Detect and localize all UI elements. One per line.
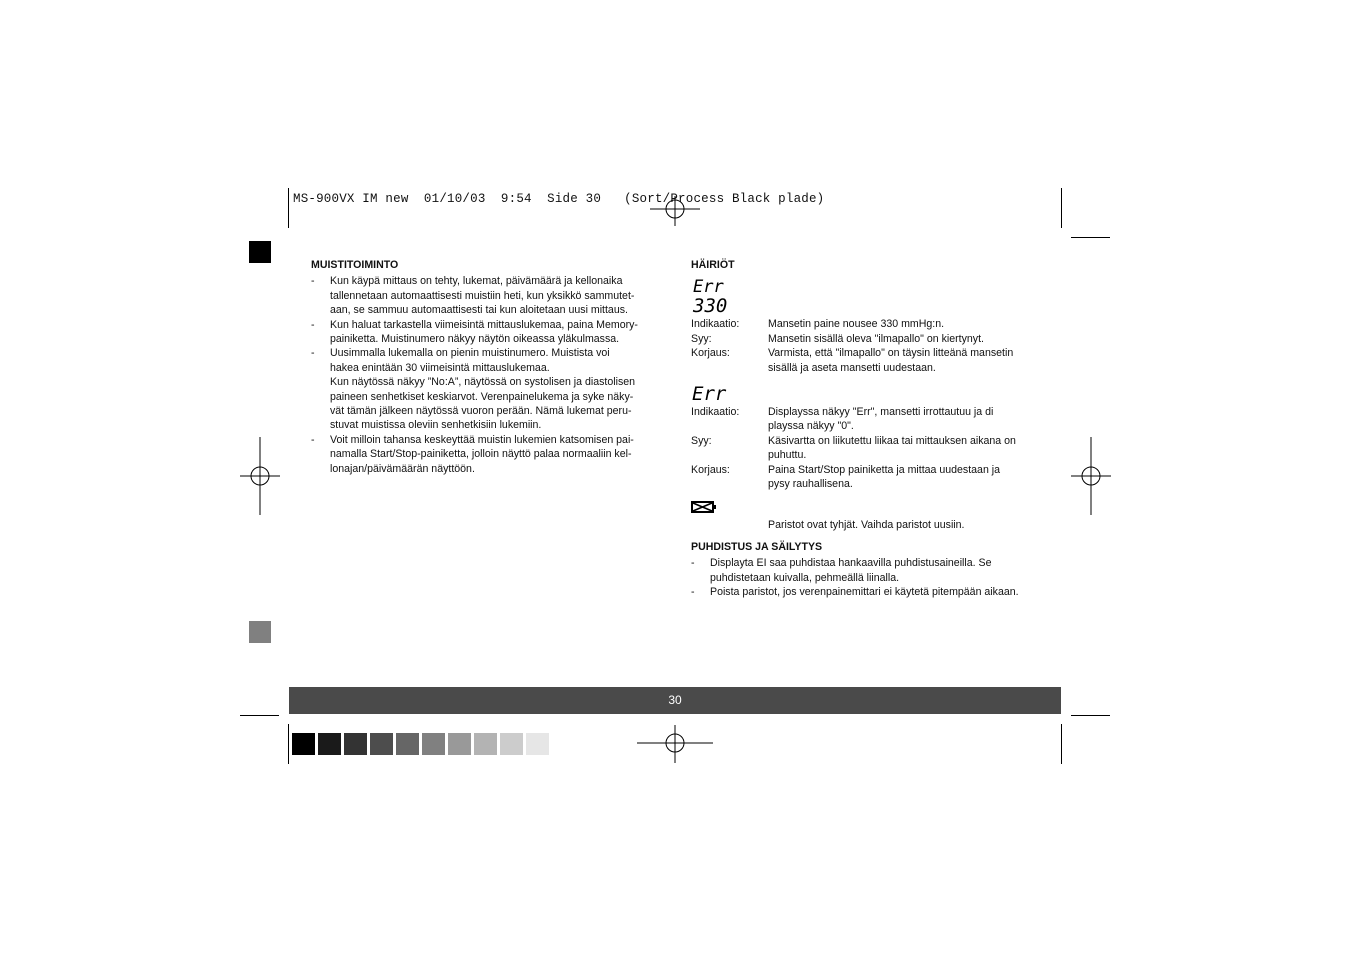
list-item: - Poista paristot, jos verenpainemittari ei käytetä pitempään aikaan. [691,586,1019,599]
black-tab-square [249,241,271,263]
greyscale-swatch [500,733,523,755]
svg-text:Err: Err [693,277,724,298]
greyscale-swatch [396,733,419,755]
footer-bar [289,687,1061,714]
lcd-err-icon [691,381,731,403]
memory-section [311,258,661,476]
greyscale-swatch [370,733,393,755]
greyscale-swatch [292,733,315,755]
battery-row: Paristot ovat tyhjät. Vaihda paristot uusiin. [768,519,965,532]
svg-text:Err: Err [692,383,727,404]
svg-text:330: 330 [693,295,728,316]
cleaning-heading: PUHDISTUS JA SÄILYTYS [691,540,823,553]
list-item: - Uusimmalla lukemalla on pienin muistinumero. Muistista voi hakea enintään 30 viimeisintä mittauslukemaa. Kun näytössä näkyy ”No:A”, näytössä on systolisen ja diastolisen paineen senhetkiset keskiarvot. Verenpainelukema ja syke näky- vät tämän jälkeen näytössä vuoron perään. Nämä lukemat peru- stuvat muistissa oleviin senhetkisiin lukemiin. [311,347,636,432]
error1-fix-row: Korjaus: Varmista, että "ilmapallo" on täysin litteänä mansetin sisällä ja aseta mansetti uudestaan. [691,347,1014,374]
list-item: - Voit milloin tahansa keskeyttää muistin lukemien katsomisen pai- namalla Start/Stop-painiketta, jolloin näyttö palaa normaaliin kel- lonajan/päivämäärän näyttöön. [311,433,634,475]
registration-target-bottom [637,725,713,763]
greyscale-swatch [526,733,549,755]
error1-indication-row: Indikaatio: Mansetin paine nousee 330 mmHg:n. [691,318,945,331]
registration-target-right [1071,437,1111,515]
errors-heading: HÄIRIÖT [691,259,735,271]
greyscale-swatch [422,733,445,755]
battery-low-icon [691,500,717,514]
greyscale-swatch [344,733,367,755]
error2-indication-row: Indikaatio: Displayssa näkyy "Err", mansetti irrottautuu ja di playssa näkyy "0". [691,406,994,433]
print-slug: MS-900VX IM new 01/10/03 9:54 Side 30 (Sort/Process Black plade) [293,192,825,206]
list-item: - Kun käypä mittaus on tehty, lukemat, päivämäärä ja kellonaika tallennetaan automaattisesti muistiin heti, kun yksikkö sammutet- aan, se sammuu automaattisesti tai kun aloitetaan uusi mittaus. [311,275,635,317]
list-item: - Displayta EI saa puhdistaa hankaavilla puhdistusaineilla. Se puhdistetaan kuivalla, pehmeällä liinalla. [691,557,992,584]
greyscale-swatch [474,733,497,755]
error1-cause-row: Syy: Mansetin sisällä oleva "ilmapallo" on kiertynyt. [691,332,984,345]
list-item: - Kun haluat tarkastella viimeisintä mittauslukemaa, paina Memory- painiketta. Muistinumero näkyy näytön oikeassa yläkulmassa. [311,318,638,346]
error2-cause-row: Syy: Käsivartta on liikutettu liikaa tai mittauksen aikana on puhuttu. [691,434,1016,462]
greyscale-swatch [318,733,341,755]
error2-fix-row: Korjaus: Paina Start/Stop painiketta ja mittaa uudestaan ja pysy rauhallisena. [691,463,1001,491]
memory-heading: MUISTITOIMINTO [311,259,399,271]
page-number: 30 [668,693,682,707]
greyscale-swatch [448,733,471,755]
grey-tab-square [249,621,271,643]
greyscale-swatches [292,733,549,755]
registration-target-left [240,437,280,515]
lcd-err-330-icon [691,275,731,315]
errors-section [691,258,1051,600]
registration-target-top [650,196,700,226]
